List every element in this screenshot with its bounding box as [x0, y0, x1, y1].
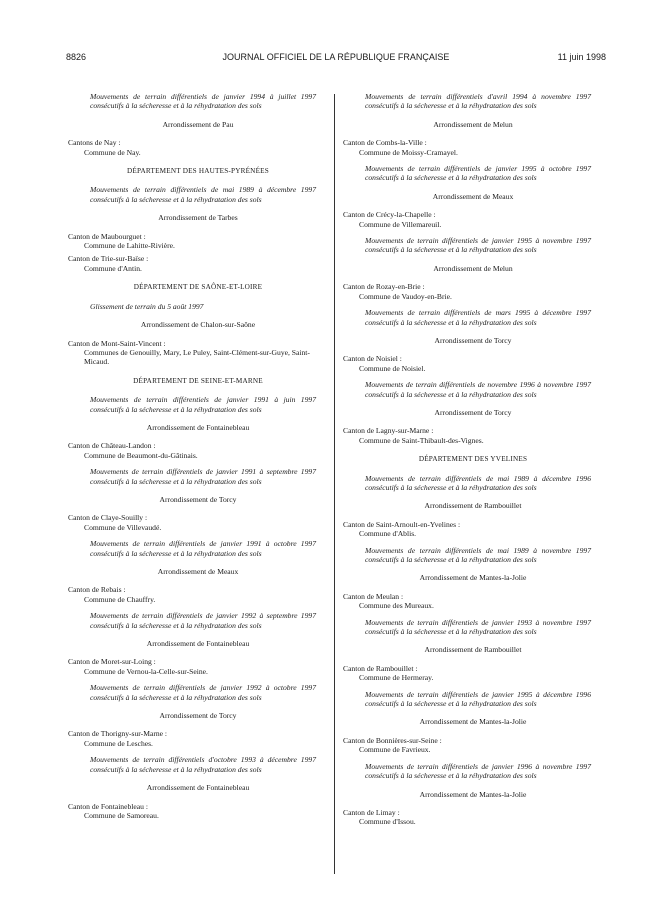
canton-label: Canton de Claye-Souilly : [68, 513, 148, 523]
publication-date: 11 juin 1998 [557, 52, 606, 62]
commune-list: Commune de Lesches. [84, 738, 153, 748]
commune-list: Commune de Saint-Thibault-des-Vignes. [359, 435, 484, 445]
canton-label: Canton de Moret-sur-Loing : [68, 657, 156, 667]
commune-list: Commune de Lahitte-Rivière. [84, 241, 175, 251]
event-description: Mouvements de terrain différentiels de mai 1989 à novembre 1997 consécutifs à la sécheresse et à la réhydratation des sols [365, 545, 591, 564]
event-description: Mouvements de terrain différentiels de mai 1989 à décembre 1997 consécutifs à la sécheresse et à la réhydratation des sols [90, 185, 316, 204]
event-description: Mouvements de terrain différentiels de janvier 1991 à octobre 1997 consécutifs à la sécheresse et à la réhydratation des sols [90, 539, 316, 558]
arrondissement-heading: Arrondissement de Melun [433, 263, 513, 273]
commune-list: Commune de Villemareuil. [359, 219, 442, 229]
event-description: Mouvements de terrain différentiels de janvier 1995 à octobre 1997 consécutifs à la sécheresse et à la réhydratation des sols [365, 164, 591, 183]
canton-label: Canton de Rambouillet : [343, 663, 418, 673]
arrondissement-heading: Arrondissement de Mantes-la-Jolie [419, 717, 527, 727]
department-heading: DÉPARTEMENT DE SEINE-ET-MARNE [133, 376, 263, 385]
canton-label: Canton de Trie-sur-Baïse : [68, 254, 149, 264]
arrondissement-heading: Arrondissement de Fontainebleau [146, 783, 250, 793]
arrondissement-heading: Arrondissement de Fontainebleau [146, 422, 250, 432]
arrondissement-heading: Arrondissement de Pau [162, 119, 234, 129]
arrondissement-heading: Arrondissement de Meaux [157, 567, 239, 576]
event-description: Mouvements de terrain différentiels d'octobre 1993 à décembre 1997 consécutifs à la sécheresse et à la réhydratation des sols [90, 755, 316, 774]
event-description: Mouvements de terrain différentiels de janvier 1995 à décembre 1996 consécutifs à la sécheresse et à la réhydratation des sols [365, 689, 591, 709]
event-description: Mouvements de terrain différentiels de janvier 1992 à octobre 1997 consécutifs à la sécheresse et à la réhydratation des sols [90, 683, 316, 702]
arrondissement-heading: Arrondissement de Torcy [159, 711, 237, 721]
commune-list: Communes de Genouilly, Mary, Le Puley, Saint-Clément-sur-Guye, Saint-Micaud. [84, 347, 310, 367]
commune-list: Commune de Noisiel. [359, 363, 426, 373]
event-description: Mouvements de terrain différentiels de mars 1995 à décembre 1997 consécutifs à la sécheresse et à la réhydratation des sols [365, 308, 591, 327]
canton-label: Canton de Maubourguet : [68, 231, 146, 241]
commune-list: Commune de Hermeray. [359, 673, 434, 683]
event-description: Mouvements de terrain différentiels d'avril 1994 à novembre 1997 consécutifs à la sécheresse et à la réhydratation des sols [365, 92, 591, 111]
event-description: Mouvements de terrain différentiels de janvier 1994 à juillet 1997 consécutifs à la sécheresse et à la réhydratation des sols [90, 92, 316, 111]
commune-list: Commune de Chauffry. [84, 594, 156, 604]
event-description: Mouvements de terrain différentiels de janvier 1995 à novembre 1997 consécutifs à la sécheresse et à la réhydratation des sols [365, 236, 591, 255]
arrondissement-heading: Arrondissement de Torcy [434, 335, 512, 345]
arrondissement-heading: Arrondissement de Meaux [432, 191, 514, 201]
arrondissement-heading: Arrondissement de Rambouillet [424, 645, 522, 655]
department-heading: DÉPARTEMENT DES YVELINES [418, 455, 528, 464]
canton-label: Canton de Saint-Arnoult-en-Yvelines : [343, 519, 461, 529]
arrondissement-heading: Arrondissement de Mantes-la-Jolie [419, 789, 527, 799]
commune-list: Commune des Mureaux. [359, 601, 434, 611]
canton-label: Canton de Meulan : [343, 591, 404, 601]
canton-label: Canton de Thorigny-sur-Marne : [68, 729, 168, 739]
column-separator [334, 94, 335, 874]
commune-list: Commune d'Antin. [84, 263, 142, 273]
event-description: Mouvements de terrain différentiels de novembre 1996 à novembre 1997 consécutifs à la sécheresse et à la réhydratation des sols [365, 380, 591, 399]
commune-list: Commune de Nay. [84, 147, 141, 157]
arrondissement-heading: Arrondissement de Tarbes [158, 213, 238, 223]
canton-label: Canton de Lagny-sur-Marne : [343, 426, 434, 436]
commune-list: Commune d'Issou. [359, 817, 416, 827]
commune-list: Commune de Samoreau. [84, 810, 159, 820]
arrondissement-heading: Arrondissement de Mantes-la-Jolie [419, 573, 527, 583]
commune-list: Commune de Villevaudé. [84, 522, 162, 532]
canton-label: Canton de Château-Landon : [68, 441, 156, 451]
canton-label: Canton de Mont-Saint-Vincent : [68, 338, 166, 348]
arrondissement-heading: Arrondissement de Fontainebleau [146, 639, 250, 649]
canton-label: Canton de Rozay-en-Brie : [343, 282, 425, 292]
canton-label: Canton de Noisiel : [343, 354, 402, 364]
arrondissement-heading: Arrondissement de Torcy [434, 407, 512, 417]
canton-label: Canton de Limay : [343, 807, 400, 817]
arrondissement-heading: Arrondissement de Melun [433, 119, 513, 129]
commune-list: Commune d'Ablis. [359, 529, 417, 539]
canton-label: Canton de Crécy-la-Chapelle : [343, 210, 436, 220]
department-heading: DÉPARTEMENT DE SAÔNE-ET-LOIRE [133, 283, 263, 292]
page-header [66, 52, 606, 66]
right-column [343, 92, 603, 831]
commune-list: Commune de Beaumont-du-Gâtinais. [84, 450, 198, 460]
canton-label: Canton de Combs-la-Ville : [343, 138, 427, 148]
commune-list: Commune de Vaudoy-en-Brie. [359, 291, 452, 301]
event-description: Mouvements de terrain différentiels de mai 1989 à décembre 1996 consécutifs à la sécheresse et à la réhydratation des sols [365, 473, 591, 492]
arrondissement-heading: Arrondissement de Rambouillet [424, 501, 522, 511]
page-number: 8826 [66, 52, 87, 62]
canton-label: Canton de Fontainebleau : [68, 801, 148, 811]
event-description: Mouvements de terrain différentiels de janvier 1991 à septembre 1997 consécutifs à la sécheresse et à la réhydratation des sols [90, 467, 316, 486]
event-description: Mouvements de terrain différentiels de janvier 1993 à novembre 1997 consécutifs à la sécheresse et à la réhydratation des sols [365, 617, 591, 637]
journal-title: JOURNAL OFFICIEL DE LA RÉPUBLIQUE FRANÇAISE [222, 52, 450, 62]
arrondissement-heading: Arrondissement de Torcy [159, 494, 237, 504]
commune-list: Commune de Favrieux. [359, 745, 431, 755]
canton-label: Canton de Rebais : [68, 585, 126, 595]
left-column [68, 92, 328, 824]
event-description: Mouvements de terrain différentiels de janvier 1991 à juin 1997 consécutifs à la sécheresse et à la réhydratation des sols [90, 395, 316, 414]
event-description: Mouvements de terrain différentiels de janvier 1992 à septembre 1997 consécutifs à la sécheresse et à la réhydratation des sols [90, 611, 316, 630]
commune-list: Commune de Moissy-Cramayel. [359, 147, 458, 157]
commune-list: Commune de Vernou-la-Celle-sur-Seine. [84, 666, 208, 676]
department-heading: DÉPARTEMENT DES HAUTES-PYRÉNÉES [127, 167, 269, 176]
event-description: Mouvements de terrain différentiels de janvier 1996 à novembre 1997 consécutifs à la sécheresse et à la réhydratation des sols [365, 761, 591, 781]
arrondissement-heading: Arrondissement de Chalon-sur-Saône [140, 320, 256, 330]
canton-label: Canton de Bonnières-sur-Seine : [343, 735, 442, 745]
event-description: Glissement de terrain du 5 août 1997 [90, 301, 204, 311]
canton-label: Cantons de Nay : [68, 138, 121, 148]
